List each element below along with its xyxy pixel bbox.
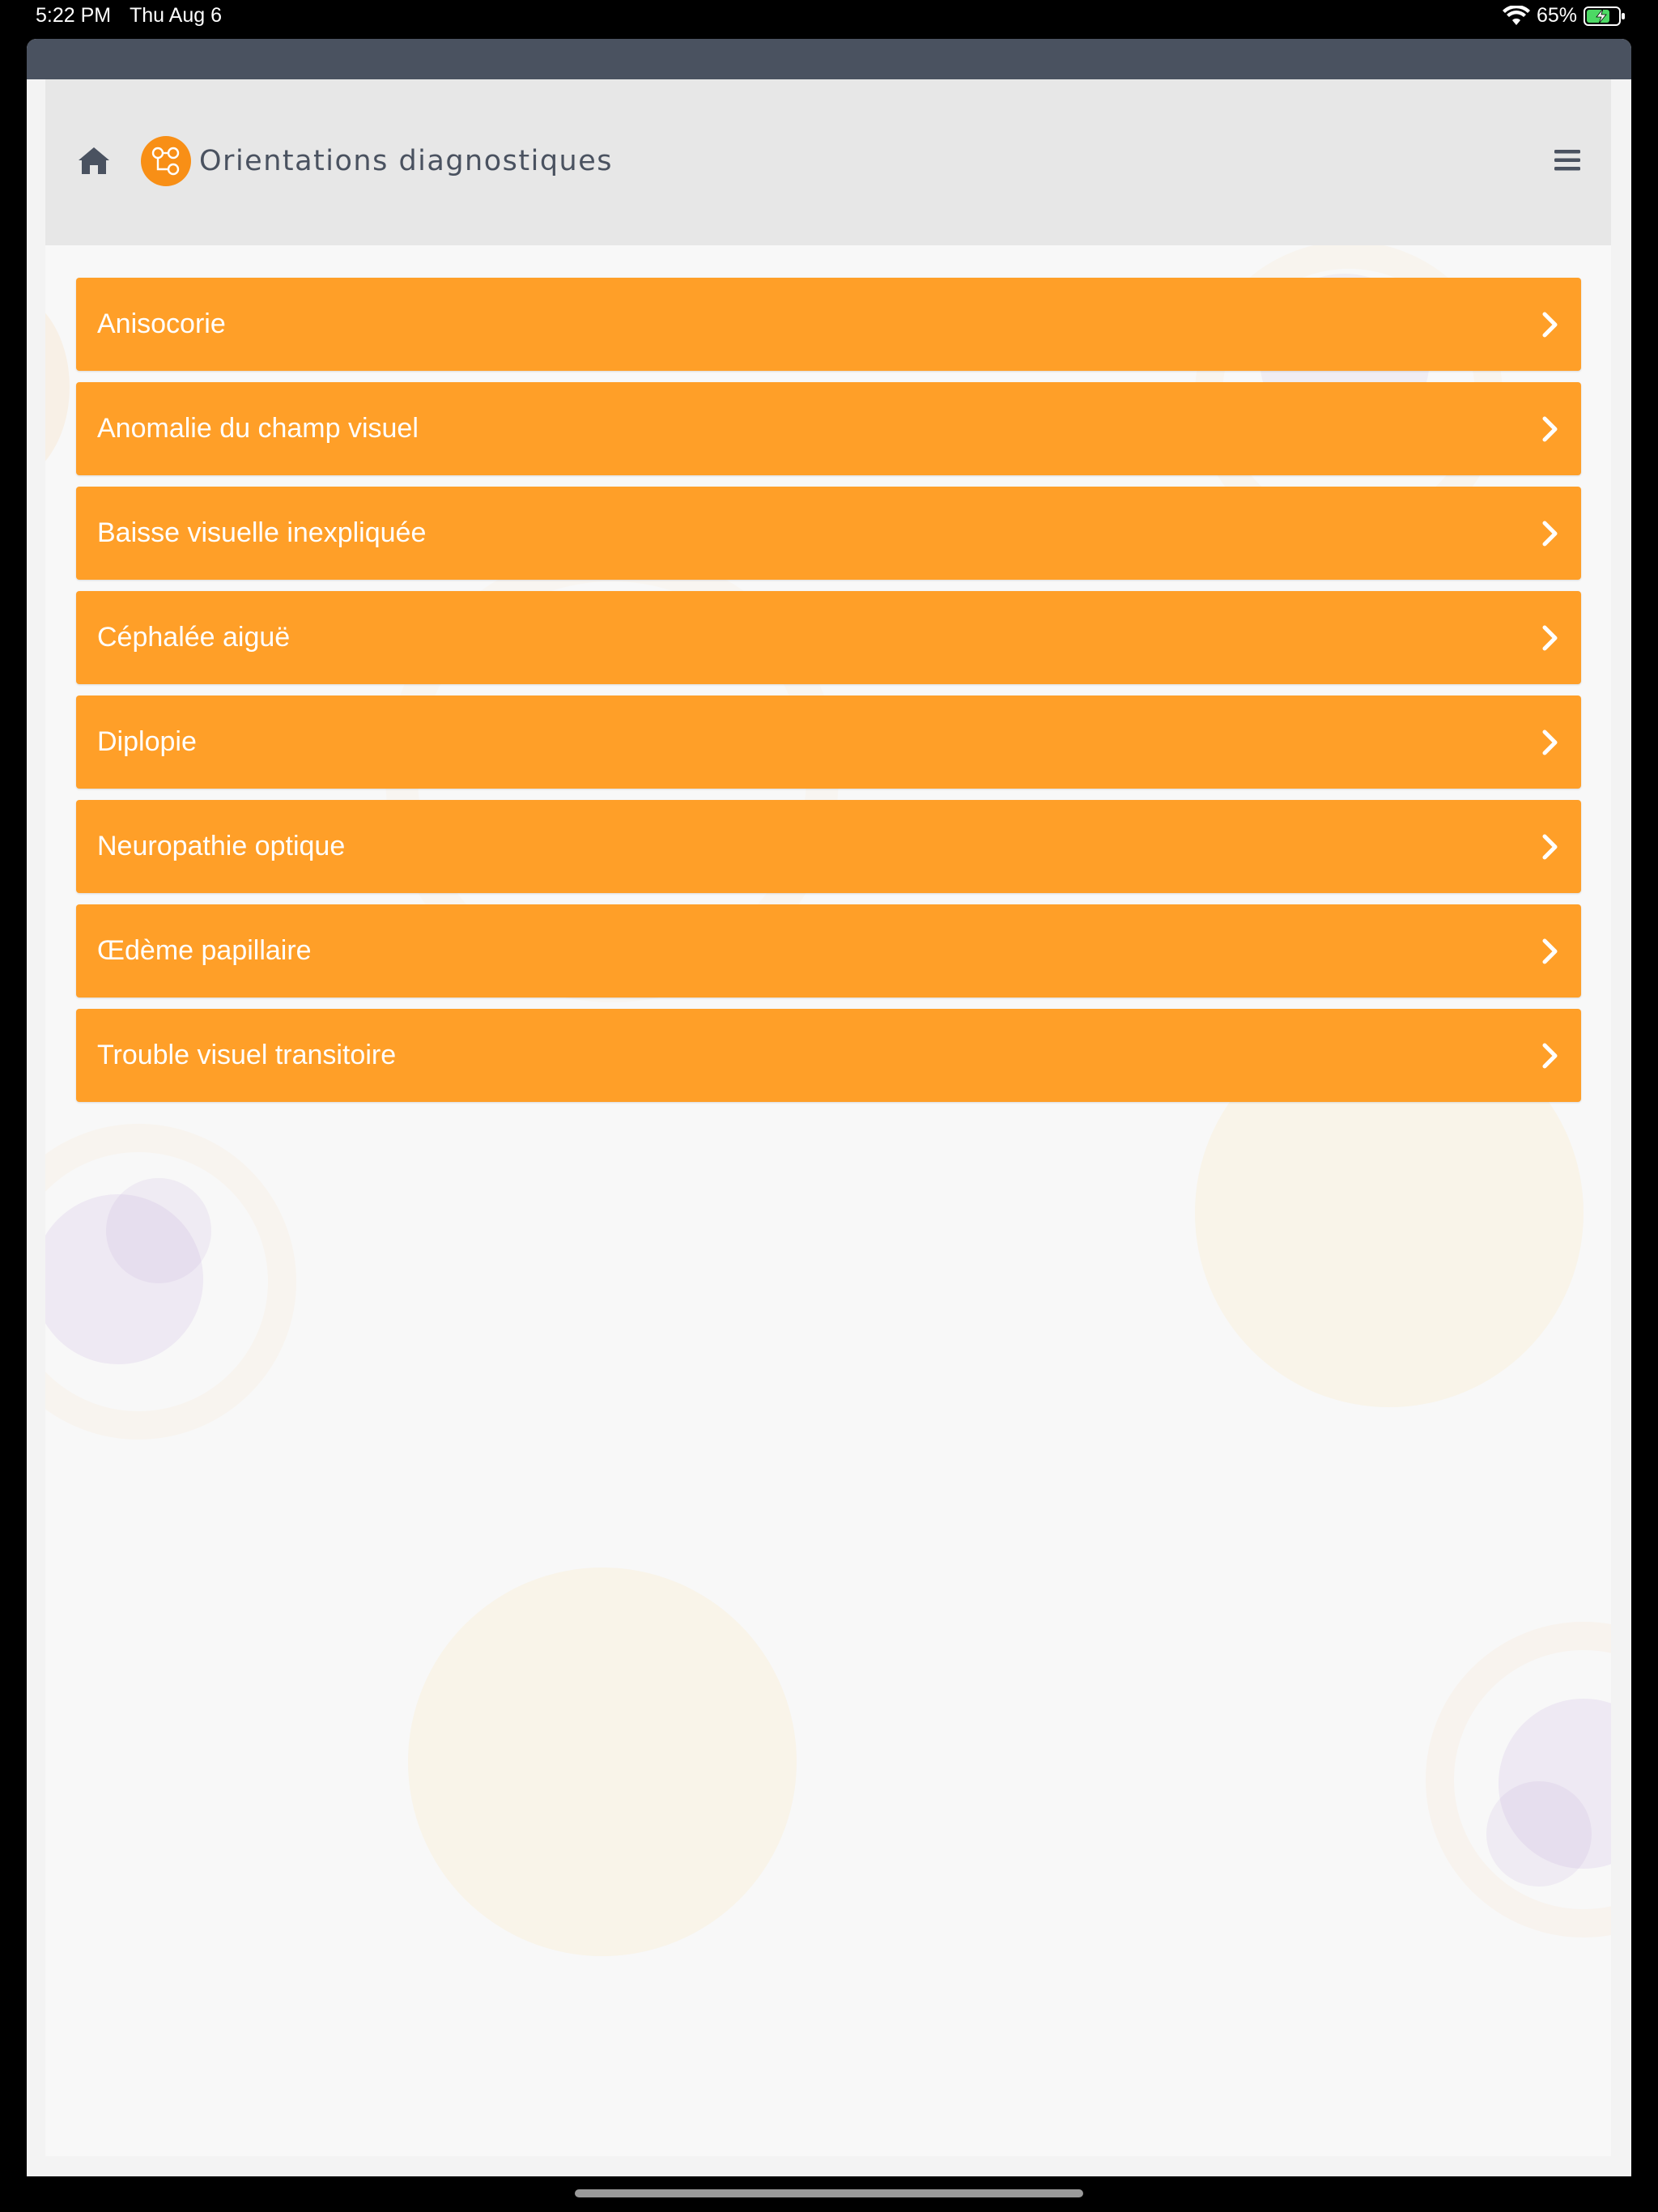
- diagnostic-list: [76, 278, 1581, 1113]
- decor-circle: [1426, 1622, 1611, 1938]
- status-time: 5:22 PM: [36, 4, 112, 27]
- app-logo: [141, 136, 191, 186]
- chevron-right-icon: [1537, 728, 1563, 757]
- decor-circle: [45, 1194, 203, 1364]
- list-item-anomalie-champ-visuel[interactable]: [76, 382, 1581, 475]
- home-indicator[interactable]: [575, 2189, 1083, 2197]
- status-right: [1503, 4, 1626, 28]
- list-item-label: Diplopie: [97, 726, 197, 757]
- header: [45, 79, 1611, 245]
- decor-circle: [45, 290, 70, 484]
- status-date: Thu Aug 6: [130, 4, 222, 27]
- wifi-icon: [1503, 6, 1530, 27]
- list-item-diplopie[interactable]: [76, 696, 1581, 789]
- list-item-neuropathie-optique[interactable]: [76, 800, 1581, 893]
- menu-button[interactable]: [1551, 144, 1584, 177]
- list-item-cephalee-aigue[interactable]: [76, 591, 1581, 684]
- list-item-anisocorie[interactable]: [76, 278, 1581, 371]
- home-icon: [77, 145, 111, 176]
- chevron-right-icon: [1537, 310, 1563, 339]
- chevron-right-icon: [1537, 415, 1563, 444]
- list-item-baisse-visuelle[interactable]: [76, 487, 1581, 580]
- list-item-label: Œdème papillaire: [97, 935, 312, 966]
- list-item-label: Céphalée aiguë: [97, 622, 291, 653]
- list-item-label: Trouble visuel transitoire: [97, 1040, 397, 1070]
- chevron-right-icon: [1537, 937, 1563, 966]
- list-item-label: Neuropathie optique: [97, 831, 346, 861]
- page: [45, 79, 1611, 2156]
- decor-circle: [1486, 1781, 1592, 1887]
- decor-circle: [1499, 1699, 1611, 1869]
- list-item-label: Baisse visuelle inexpliquée: [97, 517, 427, 548]
- decor-circle: [45, 1124, 296, 1440]
- list-item-oedeme-papillaire[interactable]: [76, 904, 1581, 998]
- chevron-right-icon: [1537, 519, 1563, 548]
- decor-circle: [408, 1568, 797, 1956]
- battery-charging-icon: [1584, 6, 1626, 27]
- chevron-right-icon: [1537, 623, 1563, 653]
- window-top-bar: [27, 39, 1631, 79]
- home-button[interactable]: [74, 141, 113, 180]
- chevron-right-icon: [1537, 1041, 1563, 1070]
- flowchart-icon: [141, 136, 191, 186]
- list-item-label: Anisocorie: [97, 308, 226, 339]
- status-bar: [0, 0, 1658, 36]
- decor-circle: [106, 1178, 211, 1283]
- list-item-trouble-visuel-transitoire[interactable]: [76, 1009, 1581, 1102]
- hamburger-menu-icon: [1551, 144, 1584, 177]
- page-title: Orientations diagnostiques: [199, 145, 614, 177]
- app-window: [27, 39, 1631, 2176]
- chevron-right-icon: [1537, 832, 1563, 861]
- list-item-label: Anomalie du champ visuel: [97, 413, 419, 444]
- battery-percent: 65%: [1536, 4, 1577, 27]
